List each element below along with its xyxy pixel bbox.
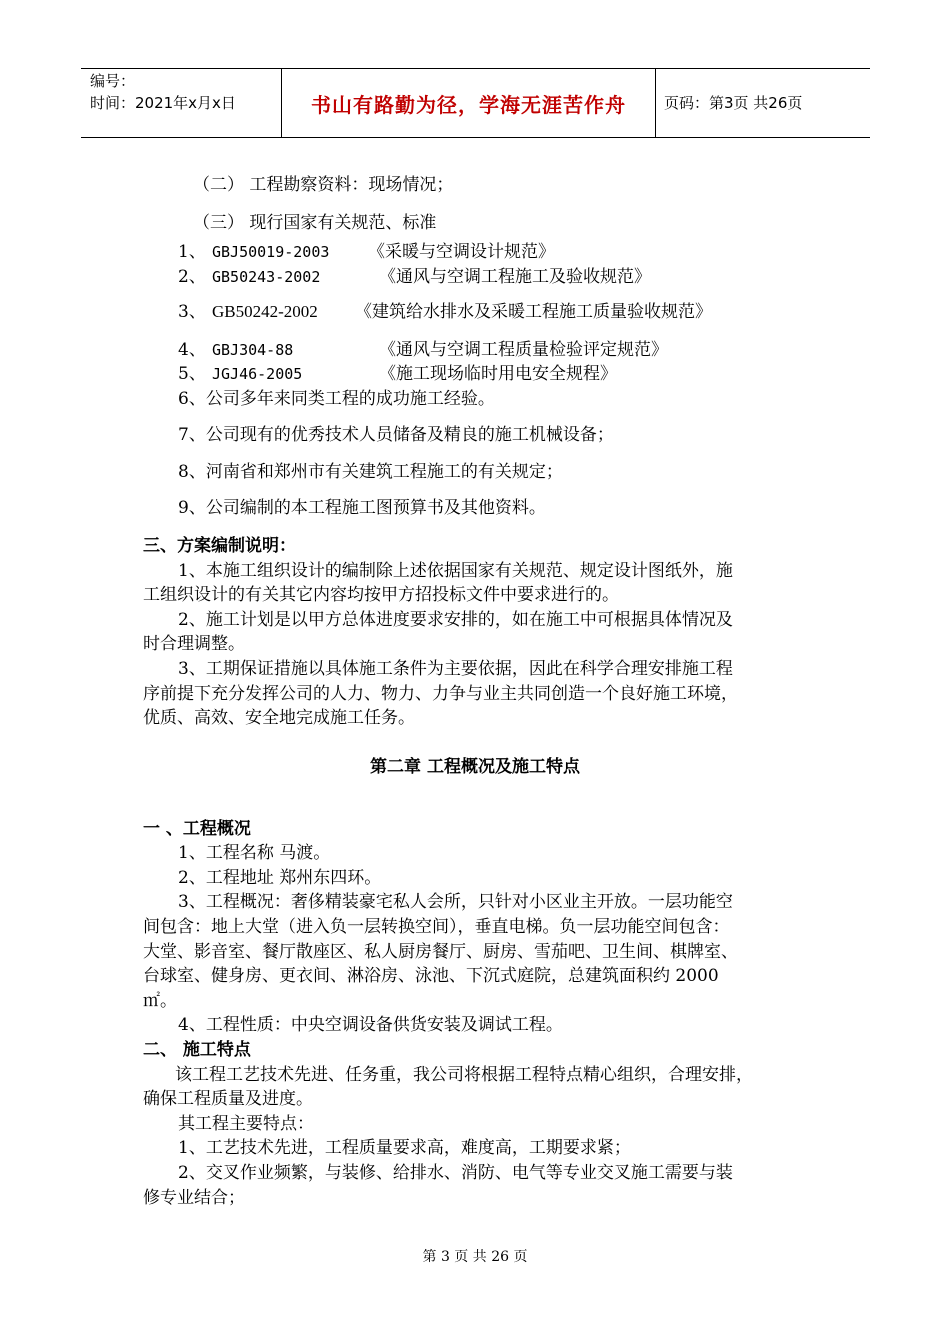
paragraph-line: 2、交叉作业频繁，与装修、给排水、消防、电气等专业交叉施工需要与装 (178, 1163, 733, 1183)
standard-title: 《建筑给水排水及采暖工程施工质量验收规范》 (355, 302, 712, 322)
standard-num: 1、 (178, 242, 206, 262)
standard-code: JGJ46-2005 (212, 365, 303, 383)
basis-item-6: 6、公司多年来同类工程的成功施工经验。 (178, 389, 495, 409)
paragraph-line: 1、本施工组织设计的编制除上述依据国家有关规范、规定设计图纸外，施 (178, 561, 733, 581)
header-page-label: 页码：第3页 共26页 (664, 94, 803, 112)
standard-num: 3、 (178, 302, 206, 322)
basis-item-8: 8、河南省和郑州市有关建筑工程施工的有关规定； (178, 462, 563, 482)
paragraph-line: 工组织设计的有关其它内容均按甲方招投标文件中要求进行的。 (143, 585, 619, 605)
page-footer: 第 3 页 共 26 页 (422, 1249, 528, 1265)
header-page-cell (656, 69, 870, 137)
section-heading: 三、方案编制说明： (143, 536, 296, 556)
header-motto-cell (282, 69, 656, 137)
standard-code: GB50242-2002 (212, 302, 318, 321)
paragraph-line: 修专业结合； (143, 1188, 245, 1208)
chapter-title: 第二章 工程概况及施工特点 (370, 757, 580, 777)
standard-num: 2、 (178, 267, 206, 287)
header-meta-cell (81, 69, 282, 137)
paragraph-line: 3、工期保证措施以具体施工条件为主要依据，因此在科学合理安排施工程 (178, 659, 733, 679)
paragraph-line: 3、工程概况：奢侈精装豪宅私人会所，只针对小区业主开放。一层功能空 (178, 892, 733, 912)
paragraph-line: 间包含：地上大堂（进入负一层转换空间），垂直电梯。负一层功能空间包含： (143, 917, 730, 937)
standard-code: GB50243-2002 (212, 268, 321, 286)
basis-item-7: 7、公司现有的优秀技术人员储备及精良的施工机械设备； (178, 425, 614, 445)
standard-code: GBJ304-88 (212, 341, 294, 359)
section-heading: 一 、工程概况 (143, 819, 251, 839)
serial-label: 编号： (90, 72, 136, 90)
page-header (81, 68, 870, 138)
standard-title: 《通风与空调工程质量检验评定规范》 (379, 340, 668, 360)
basis-item-3: （三） 现行国家有关规范、标准 (193, 213, 437, 233)
paragraph-line: 优质、高效、安全地完成施工任务。 (143, 708, 415, 728)
paragraph-line: 其工程主要特点： (178, 1114, 314, 1134)
paragraph-line: 台球室、健身房、更衣间、淋浴房、泳池、下沉式庭院，总建筑面积约 2000 (143, 966, 719, 986)
standard-title: 《通风与空调工程施工及验收规范》 (379, 267, 651, 287)
paragraph-line: 序前提下充分发挥公司的人力、物力、力争与业主共同创造一个良好施工环境， (143, 684, 738, 704)
paragraph-line: 2、工程地址 郑州东四环。 (178, 868, 382, 888)
paragraph-line: 确保工程质量及进度。 (143, 1089, 313, 1109)
standard-code: GBJ50019-2003 (212, 243, 330, 261)
paragraph-line: 时合理调整。 (143, 634, 245, 654)
section-heading: 二、 施工特点 (143, 1040, 251, 1060)
paragraph-line: 大堂、影音室、餐厅散座区、私人厨房餐厅、厨房、雪茄吧、卫生间、棋牌室、 (143, 942, 738, 962)
motto-text: 书山有路勤为径，学海无涯苦作舟 (311, 92, 626, 117)
paragraph-line: 4、工程性质：中央空调设备供货安装及调试工程。 (178, 1015, 563, 1035)
paragraph-line: 该工程工艺技术先进、任务重，我公司将根据工程特点精心组织，合理安排， (175, 1065, 753, 1085)
paragraph-line: 1、工程名称 马渡。 (178, 843, 331, 863)
standard-num: 5、 (178, 364, 206, 384)
date-label: 时间：2021年x月x日 (90, 94, 236, 112)
standard-title: 《采暖与空调设计规范》 (368, 242, 555, 262)
standard-num: 4、 (178, 340, 206, 360)
basis-item-9: 9、公司编制的本工程施工图预算书及其他资料。 (178, 498, 546, 518)
standard-title: 《施工现场临时用电安全规程》 (379, 364, 617, 384)
basis-item-2: （二） 工程勘察资料：现场情况； (193, 175, 454, 195)
paragraph-line: 1、工艺技术先进，工程质量要求高，难度高，工期要求紧； (178, 1138, 631, 1158)
paragraph-line: 2、施工计划是以甲方总体进度要求安排的，如在施工中可根据具体情况及 (178, 610, 733, 630)
paragraph-line: ㎡。 (143, 991, 177, 1011)
